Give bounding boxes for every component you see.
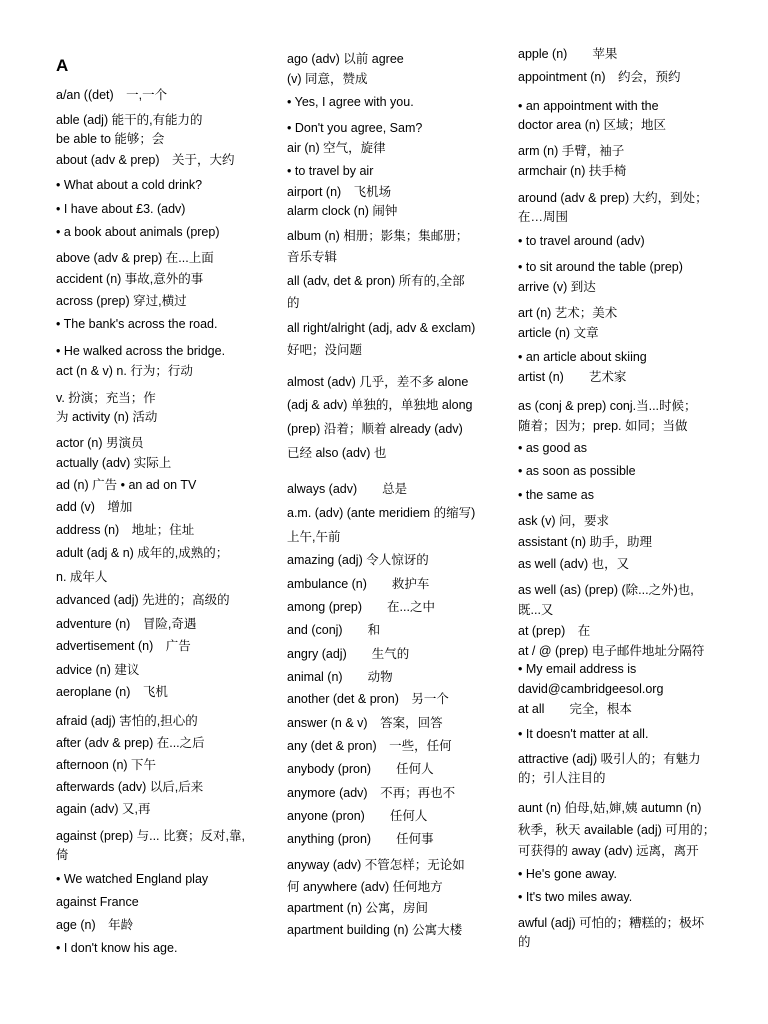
- entry-line: 已经 also (adv) 也: [287, 446, 387, 460]
- entry-line: arm (n) 手臂，袖子: [518, 144, 625, 158]
- entry-line: adult (adj & n) 成年的,成熟的；: [56, 546, 229, 560]
- entry-line: album (n) 相册；影集；集邮册；: [287, 229, 469, 243]
- entry-line: • the same as: [518, 488, 594, 502]
- entry-line: airport (n) 飞机场: [287, 185, 392, 199]
- entry-line: almost (adv) 几乎，差不多 alone: [287, 375, 469, 389]
- entry-line: doctor area (n) 区域；地区: [518, 118, 666, 132]
- entry-line: • He's gone away.: [518, 867, 617, 881]
- entry-line: a.m. (adv) (ante meridiem 的缩写): [287, 506, 476, 520]
- entry-line: anything (pron) 任何事: [287, 832, 434, 846]
- section-letter-heading: A: [56, 56, 69, 75]
- entry-line: apple (n) 苹果: [518, 47, 618, 61]
- entry-line: 的: [287, 296, 300, 310]
- entry-line: anyway (adv) 不管怎样；无论如: [287, 858, 465, 872]
- entry-line: • The bank's across the road.: [56, 317, 218, 331]
- entry-line: article (n) 文章: [518, 326, 599, 340]
- entry-line: a/an ((det) 一,一个: [56, 88, 168, 102]
- entry-line: • as good as: [518, 441, 588, 455]
- entry-line: as well (adv) 也，又: [518, 557, 630, 571]
- entry-line: arrive (v) 到达: [518, 280, 596, 294]
- entry-line: • My email address is: [518, 662, 637, 676]
- entry-line: • to travel around (adv): [518, 234, 645, 248]
- entry-line: across (prep) 穿过,横过: [56, 294, 187, 308]
- entry-line: address (n) 地址；住址: [56, 523, 195, 537]
- entry-line: able (adj) 能干的,有能力的: [56, 113, 203, 127]
- entry-line: after (adv & prep) 在...之后: [56, 736, 205, 750]
- entry-line: 倚: [56, 848, 69, 862]
- entry-line: attractive (adj) 吸引人的；有魅力: [518, 752, 701, 766]
- entry-line: alarm clock (n) 闹钟: [287, 204, 398, 218]
- entry-line: • He walked across the bridge.: [56, 344, 226, 358]
- entry-line: aunt (n) 伯母,姑,婶,姨 autumn (n): [518, 801, 702, 815]
- entry-line: v. 扮演；充当；作: [56, 391, 156, 405]
- entry-line: and (conj) 和: [287, 623, 381, 637]
- entry-line: again (adv) 又,再: [56, 802, 151, 816]
- entry-line: about (adv & prep) 关于，大约: [56, 153, 235, 167]
- entry-line: add (v) 增加: [56, 500, 133, 514]
- entry-line: adventure (n) 冒险,奇遇: [56, 617, 197, 631]
- entry-line: at (prep) 在: [518, 624, 591, 638]
- entry-line: afterwards (adv) 以后,后来: [56, 780, 204, 794]
- entry-line: 既...又: [518, 603, 554, 617]
- entry-line: apartment building (n) 公寓大楼: [287, 923, 463, 937]
- entry-line: • I have about £3. (adv): [56, 202, 186, 216]
- entry-line: amazing (adj) 令人惊讶的: [287, 553, 429, 567]
- entry-line: david@cambridgeesol.org: [518, 682, 664, 696]
- entry-line: advanced (adj) 先进的；高级的: [56, 593, 230, 607]
- entry-line: • I don't know his age.: [56, 941, 178, 955]
- entry-line: against (prep) 与... 比赛；反对,靠,: [56, 829, 245, 843]
- entry-line: at all 完全，根本: [518, 702, 632, 716]
- entry-line: above (adv & prep) 在...上面: [56, 251, 214, 265]
- entry-line: against France: [56, 895, 139, 909]
- entry-line: at / @ (prep) 电子邮件地址分隔符: [518, 644, 705, 658]
- entry-line: ask (v) 问，要求: [518, 514, 609, 528]
- entry-line: as well (as) (prep) (除...之外)也,: [518, 583, 694, 597]
- entry-line: 秋季，秋天 available (adj) 可用的；: [518, 823, 716, 837]
- entry-line: assistant (n) 助手，助理: [518, 535, 653, 549]
- entry-line: • to travel by air: [287, 164, 374, 178]
- entry-line: actor (n) 男演员: [56, 436, 144, 450]
- entry-line: aeroplane (n) 飞机: [56, 685, 168, 699]
- entry-line: anyone (pron) 任何人: [287, 809, 428, 823]
- entry-line: (prep) 沿着；顺着 already (adv): [287, 422, 463, 436]
- entry-line: all (adv, det & pron) 所有的,全部: [287, 274, 465, 288]
- entry-line: artist (n) 艺术家: [518, 370, 627, 384]
- entry-line: (adj & adv) 单独的，单独地 along: [287, 398, 473, 412]
- entry-line: • It's two miles away.: [518, 890, 633, 904]
- entry-line: animal (n) 动物: [287, 670, 393, 684]
- entry-line: 上午,午前: [287, 530, 341, 544]
- entry-line: ambulance (n) 救护车: [287, 577, 430, 591]
- entry-line: • We watched England play: [56, 872, 209, 886]
- entry-line: 好吧；没问题: [287, 343, 363, 357]
- entry-line: advice (n) 建议: [56, 663, 140, 677]
- entry-line: n. 成年人: [56, 570, 108, 584]
- entry-line: 的；引人注目的: [518, 771, 606, 785]
- entry-line: 何 anywhere (adv) 任何地方: [287, 880, 443, 894]
- entry-line: • an appointment with the: [518, 99, 659, 113]
- entry-line: • It doesn't matter at all.: [518, 727, 649, 741]
- entry-line: be able to 能够；会: [56, 132, 165, 146]
- entry-line: anymore (adv) 不再；再也不: [287, 786, 456, 800]
- entry-line: all right/alright (adj, adv & exclam): [287, 321, 476, 335]
- entry-line: art (n) 艺术；美术: [518, 306, 618, 320]
- entry-line: 的: [518, 935, 531, 949]
- entry-line: • Don't you agree, Sam?: [287, 121, 423, 135]
- entry-line: 为 activity (n) 活动: [56, 410, 158, 424]
- entry-line: around (adv & prep) 大约，到处；: [518, 191, 708, 205]
- entry-line: • a book about animals (prep): [56, 225, 220, 239]
- entry-line: 可获得的 away (adv) 远离，离开: [518, 844, 699, 858]
- entry-line: afternoon (n) 下午: [56, 758, 157, 772]
- entry-line: 音乐专辑: [287, 250, 338, 264]
- entry-line: awful (adj) 可怕的；糟糕的；极坏: [518, 916, 705, 930]
- entry-line: always (adv) 总是: [287, 482, 408, 496]
- entry-line: • Yes, I agree with you.: [287, 95, 414, 109]
- entry-line: • What about a cold drink?: [56, 178, 203, 192]
- entry-line: actually (adv) 实际上: [56, 456, 172, 470]
- entry-line: ad (n) 广告 • an ad on TV: [56, 478, 197, 492]
- entry-line: armchair (n) 扶手椅: [518, 164, 627, 178]
- entry-line: among (prep) 在...之中: [287, 600, 435, 614]
- entry-line: ago (adv) 以前 agree: [287, 52, 404, 66]
- entry-line: afraid (adj) 害怕的,担心的: [56, 714, 198, 728]
- entry-line: any (det & pron) 一些，任何: [287, 739, 452, 753]
- entry-line: 随着；因为；prep. 如同；当做: [518, 419, 688, 433]
- entry-line: 在…周围: [518, 210, 569, 224]
- entry-line: • to sit around the table (prep): [518, 260, 683, 274]
- entry-line: angry (adj) 生气的: [287, 647, 410, 661]
- entry-line: answer (n & v) 答案，回答: [287, 716, 443, 730]
- entry-line: act (n & v) n. 行为；行动: [56, 364, 193, 378]
- entry-line: (v) 同意，赞成: [287, 72, 368, 86]
- entry-line: advertisement (n) 广告: [56, 639, 191, 653]
- entry-line: as (conj & prep) conj.当...时候；: [518, 399, 697, 413]
- entry-line: anybody (pron) 任何人: [287, 762, 434, 776]
- entry-line: apartment (n) 公寓，房间: [287, 901, 429, 915]
- entry-line: another (det & pron) 另一个: [287, 692, 449, 706]
- entry-line: accident (n) 事故,意外的事: [56, 272, 204, 286]
- entry-line: • as soon as possible: [518, 464, 636, 478]
- entry-line: • an article about skiing: [518, 350, 647, 364]
- entry-line: age (n) 年龄: [56, 918, 134, 932]
- entry-line: appointment (n) 约会，预约: [518, 70, 681, 84]
- entry-line: air (n) 空气，旋律: [287, 141, 386, 155]
